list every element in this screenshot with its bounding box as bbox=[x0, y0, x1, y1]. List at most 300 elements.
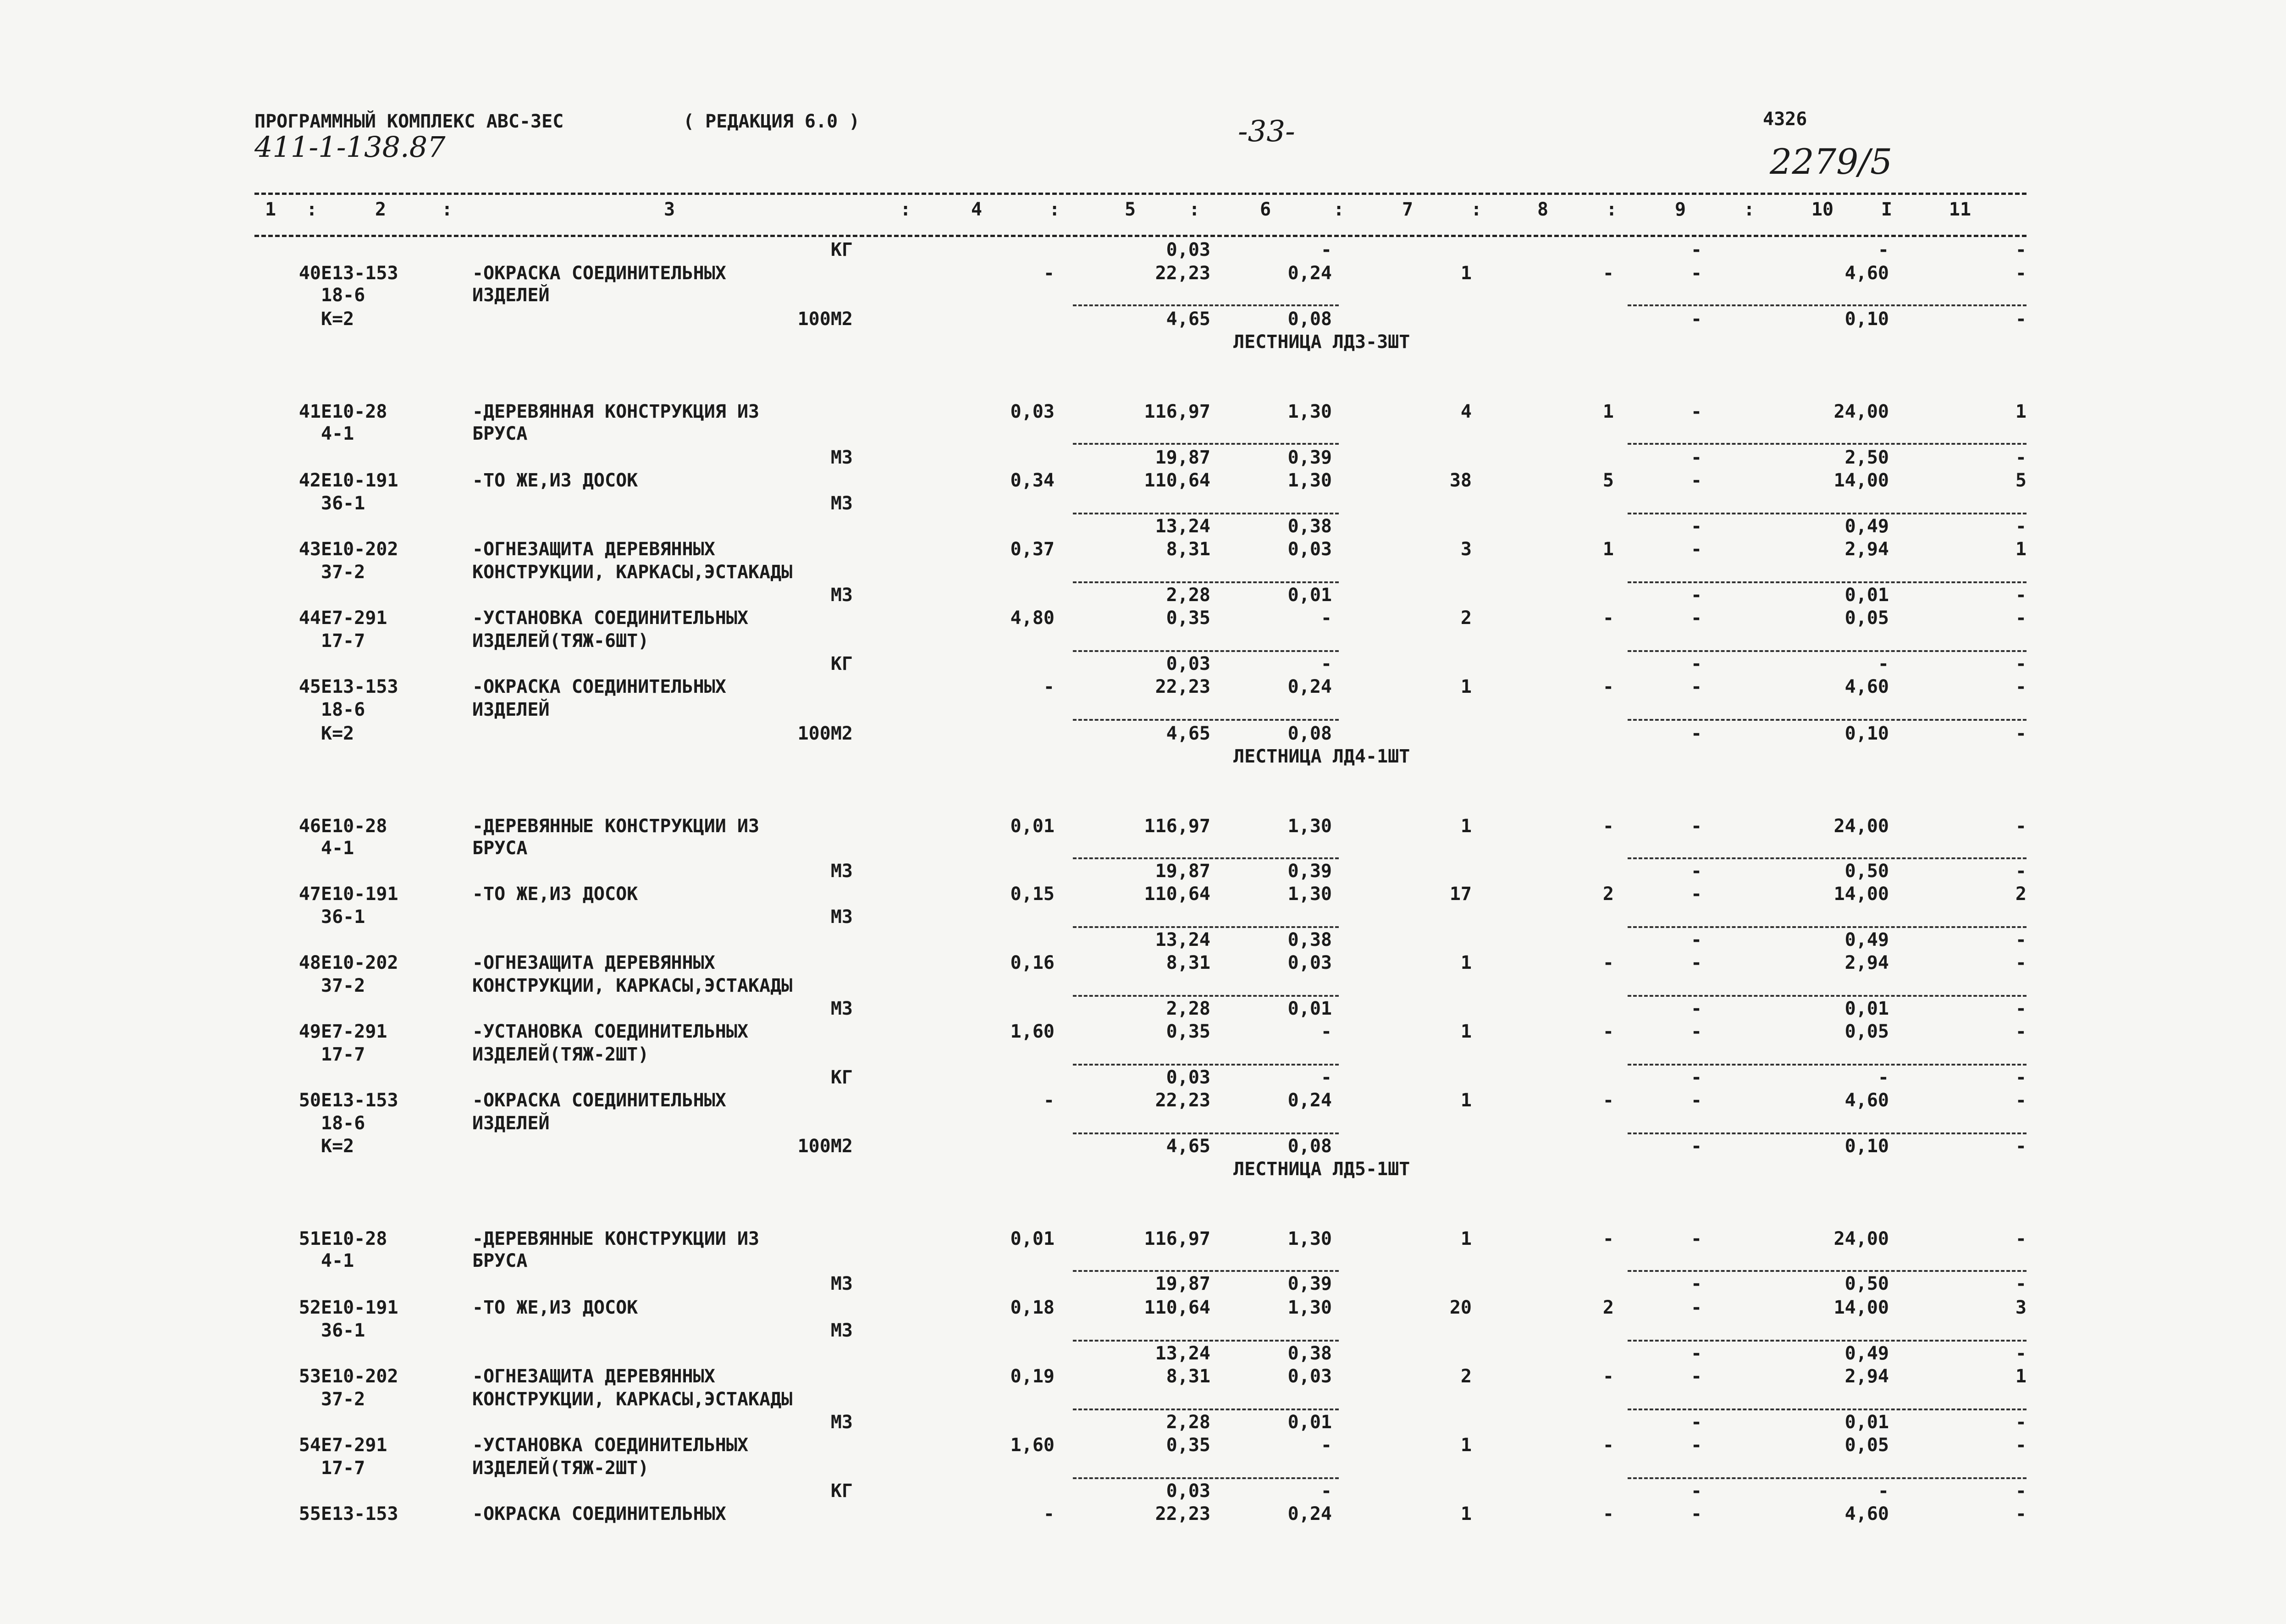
column-header-11: 11 bbox=[1949, 199, 1971, 220]
unit-label: КГ bbox=[830, 239, 853, 260]
norm-code: Е10-191 bbox=[321, 1297, 398, 1318]
col5-cell: 116,97 bbox=[1144, 1228, 1210, 1249]
col8-cell: - bbox=[1602, 1228, 1614, 1249]
unit-label: М3 bbox=[830, 585, 853, 606]
col9-cell: - bbox=[1690, 1297, 1702, 1318]
norm-code: 36-1 bbox=[321, 1320, 365, 1341]
col10-cell: 4,60 bbox=[1844, 1090, 1889, 1111]
page-number: -33- bbox=[1238, 115, 1295, 149]
col6-cell: 0,39 bbox=[1287, 447, 1332, 468]
col5-cell: 22,23 bbox=[1155, 676, 1210, 697]
col5-cell: 13,24 bbox=[1155, 929, 1210, 950]
unit-label: М3 bbox=[830, 493, 853, 514]
work-description: БРУСА bbox=[472, 838, 528, 859]
col7-cell: 1 bbox=[1460, 1503, 1472, 1525]
norm-code: Е10-202 bbox=[321, 539, 398, 560]
col11-cell: - bbox=[2015, 516, 2026, 537]
col10-cell: 24,00 bbox=[1833, 1228, 1889, 1249]
col11-cell: - bbox=[2015, 952, 2026, 973]
col9-cell: - bbox=[1690, 516, 1702, 537]
unit-label: 100М2 bbox=[797, 1136, 853, 1157]
col5-cell: 2,28 bbox=[1166, 1412, 1210, 1433]
col11-cell: - bbox=[2015, 1412, 2026, 1433]
work-description: -ОКРАСКА СОЕДИНИТЕЛЬНЫХ bbox=[472, 1503, 726, 1525]
col6-cell: 0,24 bbox=[1287, 263, 1332, 284]
col8-cell: - bbox=[1602, 1090, 1614, 1111]
col11-cell: - bbox=[2015, 263, 2026, 284]
work-description: -УСТАНОВКА СОЕДИНИТЕЛЬНЫХ bbox=[472, 1435, 749, 1456]
col11-cell: 1 bbox=[2015, 401, 2026, 422]
col10-cell: 0,01 bbox=[1844, 1412, 1889, 1433]
col11-cell: - bbox=[2015, 1067, 2026, 1088]
work-description: КОНСТРУКЦИИ, КАРКАСЫ,ЭСТАКАДЫ bbox=[472, 975, 793, 996]
col7-cell: 1 bbox=[1460, 676, 1472, 697]
column-header-1: 1 bbox=[265, 199, 276, 220]
section-title: ЛЕСТНИЦА ЛД5-1ШТ bbox=[1233, 1159, 1410, 1180]
col8-cell: 1 bbox=[1602, 401, 1614, 422]
work-description: -ТО ЖЕ,ИЗ ДОСОК bbox=[472, 470, 638, 491]
norm-code: Е7-291 bbox=[321, 608, 387, 629]
norm-code: 37-2 bbox=[321, 562, 365, 583]
col9-cell: - bbox=[1690, 263, 1702, 284]
col9-cell: - bbox=[1690, 539, 1702, 560]
col6-cell: 0,08 bbox=[1287, 1136, 1332, 1157]
column-divider: : bbox=[900, 199, 911, 220]
sheet-code: 4326 bbox=[1763, 109, 1807, 130]
work-description: ИЗДЕЛЕЙ(ТЯЖ-2ШТ) bbox=[472, 1044, 649, 1065]
quantity-cell: 0,18 bbox=[1010, 1297, 1055, 1318]
norm-code: Е13-153 bbox=[321, 676, 398, 697]
unit-label: М3 bbox=[830, 906, 853, 928]
col7-cell: 1 bbox=[1460, 1228, 1472, 1249]
unit-label: М3 bbox=[830, 998, 853, 1019]
work-description: -ОГНЕЗАЩИТА ДЕРЕВЯННЫХ bbox=[472, 539, 715, 560]
col9-cell: - bbox=[1690, 653, 1702, 674]
norm-code: 36-1 bbox=[321, 493, 365, 514]
row-number: 47 bbox=[298, 884, 321, 905]
col11-cell: - bbox=[2015, 1090, 2026, 1111]
unit-label: КГ bbox=[830, 1480, 853, 1502]
col5-cell: 110,64 bbox=[1144, 884, 1210, 905]
col6-cell: 1,30 bbox=[1287, 1228, 1332, 1249]
col10-cell: 0,50 bbox=[1844, 1273, 1889, 1294]
col8-cell: 5 bbox=[1602, 470, 1614, 491]
col6-cell: 0,08 bbox=[1287, 723, 1332, 744]
col6-cell: 0,03 bbox=[1287, 952, 1332, 973]
column-header-8: 8 bbox=[1537, 199, 1549, 220]
row-number: 46 bbox=[298, 816, 321, 837]
work-description: БРУСА bbox=[472, 423, 528, 444]
norm-code: 18-6 bbox=[321, 285, 365, 306]
col6-cell: 1,30 bbox=[1287, 401, 1332, 422]
col10-cell: 24,00 bbox=[1833, 401, 1889, 422]
col9-cell: - bbox=[1690, 929, 1702, 950]
col10-cell: 2,94 bbox=[1844, 539, 1889, 560]
norm-code: 4-1 bbox=[321, 838, 354, 859]
col10-cell: 0,05 bbox=[1844, 608, 1889, 629]
col9-cell: - bbox=[1690, 1228, 1702, 1249]
row-number: 50 bbox=[298, 1090, 321, 1111]
column-divider: : bbox=[1470, 199, 1482, 220]
col9-cell: - bbox=[1690, 1067, 1702, 1088]
col8-cell: - bbox=[1602, 1021, 1614, 1042]
row-number: 48 bbox=[298, 952, 321, 973]
col10-cell: 0,01 bbox=[1844, 998, 1889, 1019]
unit-label: 100М2 bbox=[797, 309, 853, 330]
col9-cell: - bbox=[1690, 470, 1702, 491]
column-header-2: 2 bbox=[375, 199, 387, 220]
subtotal-rule bbox=[1073, 1340, 1339, 1342]
work-description: -ОКРАСКА СОЕДИНИТЕЛЬНЫХ bbox=[472, 263, 726, 284]
col5-cell: 0,35 bbox=[1166, 608, 1210, 629]
col8-cell: - bbox=[1602, 1366, 1614, 1387]
col10-cell: 0,49 bbox=[1844, 929, 1889, 950]
subtotal-rule bbox=[1628, 719, 2026, 721]
column-header-3: 3 bbox=[663, 199, 675, 220]
col5-cell: 4,65 bbox=[1166, 309, 1210, 330]
col6-cell: 0,01 bbox=[1287, 585, 1332, 606]
col5-cell: 22,23 bbox=[1155, 1090, 1210, 1111]
unit-label: КГ bbox=[830, 1067, 853, 1088]
col8-cell: - bbox=[1602, 952, 1614, 973]
col11-cell: - bbox=[2015, 676, 2026, 697]
col6-cell: 0,38 bbox=[1287, 516, 1332, 537]
col9-cell: - bbox=[1690, 1136, 1702, 1157]
norm-code: Е10-28 bbox=[321, 816, 387, 837]
col11-cell: - bbox=[2015, 1021, 2026, 1042]
subtotal-rule bbox=[1628, 1340, 2026, 1342]
edition-label: ( РЕДАКЦИЯ 6.0 ) bbox=[683, 111, 860, 132]
quantity-cell: 1,60 bbox=[1010, 1435, 1055, 1456]
col8-cell: - bbox=[1602, 1435, 1614, 1456]
column-header-5: 5 bbox=[1124, 199, 1136, 220]
col7-cell: 1 bbox=[1460, 816, 1472, 837]
subtotal-rule bbox=[1073, 1132, 1339, 1134]
subtotal-rule bbox=[1628, 1477, 2026, 1479]
column-divider: : bbox=[1333, 199, 1345, 220]
col5-cell: 0,03 bbox=[1166, 239, 1210, 260]
col8-cell: 2 bbox=[1602, 884, 1614, 905]
col6-cell: 0,38 bbox=[1287, 1343, 1332, 1364]
handwritten-code: 2279/5 bbox=[1770, 141, 1893, 182]
col7-cell: 1 bbox=[1460, 952, 1472, 973]
col5-cell: 13,24 bbox=[1155, 516, 1210, 537]
col11-cell: 5 bbox=[2015, 470, 2026, 491]
subtotal-rule bbox=[1073, 304, 1339, 306]
col5-cell: 19,87 bbox=[1155, 861, 1210, 882]
col10-cell: - bbox=[1877, 1480, 1889, 1502]
header-rule-top bbox=[254, 193, 2026, 195]
col11-cell: - bbox=[2015, 1343, 2026, 1364]
col10-cell: 2,94 bbox=[1844, 1366, 1889, 1387]
work-description: -ОКРАСКА СОЕДИНИТЕЛЬНЫХ bbox=[472, 676, 726, 697]
norm-code: 37-2 bbox=[321, 1389, 365, 1410]
work-description: -ДЕРЕВЯННАЯ КОНСТРУКЦИЯ ИЗ bbox=[472, 401, 760, 422]
norm-code: Е10-191 bbox=[321, 884, 398, 905]
norm-code: К=2 bbox=[321, 309, 354, 330]
col8-cell: - bbox=[1602, 608, 1614, 629]
col9-cell: - bbox=[1690, 608, 1702, 629]
work-description: БРУСА bbox=[472, 1250, 528, 1271]
col10-cell: 14,00 bbox=[1833, 884, 1889, 905]
col10-cell: 0,10 bbox=[1844, 723, 1889, 744]
norm-code: Е7-291 bbox=[321, 1021, 387, 1042]
norm-code: Е10-28 bbox=[321, 1228, 387, 1249]
col8-cell: 1 bbox=[1602, 539, 1614, 560]
quantity-cell: 0,37 bbox=[1010, 539, 1055, 560]
col11-cell: - bbox=[2015, 1273, 2026, 1294]
col6-cell: - bbox=[1320, 653, 1332, 674]
col10-cell: 14,00 bbox=[1833, 470, 1889, 491]
col6-cell: 1,30 bbox=[1287, 816, 1332, 837]
quantity-cell: - bbox=[1043, 676, 1055, 697]
norm-code: Е13-153 bbox=[321, 263, 398, 284]
col5-cell: 2,28 bbox=[1166, 585, 1210, 606]
col11-cell: - bbox=[2015, 585, 2026, 606]
col5-cell: 0,03 bbox=[1166, 1067, 1210, 1088]
column-header-9: 9 bbox=[1674, 199, 1686, 220]
quantity-cell: - bbox=[1043, 263, 1055, 284]
col5-cell: 0,03 bbox=[1166, 1480, 1210, 1502]
quantity-cell: 1,60 bbox=[1010, 1021, 1055, 1042]
row-number: 51 bbox=[298, 1228, 321, 1249]
col6-cell: 0,08 bbox=[1287, 309, 1332, 330]
row-number: 40 bbox=[298, 263, 321, 284]
work-description: ИЗДЕЛЕЙ(ТЯЖ-2ШТ) bbox=[472, 1458, 649, 1479]
subtotal-rule bbox=[1073, 1409, 1339, 1410]
col10-cell: 24,00 bbox=[1833, 816, 1889, 837]
col11-cell: - bbox=[2015, 929, 2026, 950]
col6-cell: 1,30 bbox=[1287, 884, 1332, 905]
column-divider: : bbox=[1743, 199, 1755, 220]
col6-cell: 0,38 bbox=[1287, 929, 1332, 950]
col11-cell: - bbox=[2015, 447, 2026, 468]
col10-cell: 0,01 bbox=[1844, 585, 1889, 606]
work-description: ИЗДЕЛЕЙ bbox=[472, 285, 550, 306]
col10-cell: 2,94 bbox=[1844, 952, 1889, 973]
work-description: ИЗДЕЛЕЙ bbox=[472, 699, 550, 720]
quantity-cell: 0,01 bbox=[1010, 1228, 1055, 1249]
column-divider: I bbox=[1881, 199, 1893, 220]
quantity-cell: 0,19 bbox=[1010, 1366, 1055, 1387]
col9-cell: - bbox=[1690, 676, 1702, 697]
col9-cell: - bbox=[1690, 1366, 1702, 1387]
col5-cell: 0,35 bbox=[1166, 1435, 1210, 1456]
col6-cell: 0,01 bbox=[1287, 998, 1332, 1019]
section-title: ЛЕСТНИЦА ЛД3-3ШТ bbox=[1233, 331, 1410, 353]
section-title: ЛЕСТНИЦА ЛД4-1ШТ bbox=[1233, 746, 1410, 767]
col5-cell: 8,31 bbox=[1166, 952, 1210, 973]
subtotal-rule bbox=[1628, 1270, 2026, 1272]
col7-cell: 1 bbox=[1460, 263, 1472, 284]
col5-cell: 2,28 bbox=[1166, 998, 1210, 1019]
col10-cell: 14,00 bbox=[1833, 1297, 1889, 1318]
col6-cell: - bbox=[1320, 1067, 1332, 1088]
col11-cell: 2 bbox=[2015, 884, 2026, 905]
subtotal-rule bbox=[1628, 513, 2026, 514]
subtotal-rule bbox=[1628, 1064, 2026, 1066]
col8-cell: - bbox=[1602, 263, 1614, 284]
col8-cell: - bbox=[1602, 676, 1614, 697]
col5-cell: 19,87 bbox=[1155, 1273, 1210, 1294]
project-number: 411-1-138.87 bbox=[254, 130, 446, 164]
col10-cell: - bbox=[1877, 653, 1889, 674]
column-divider: : bbox=[306, 199, 318, 220]
col9-cell: - bbox=[1690, 723, 1702, 744]
norm-code: 4-1 bbox=[321, 1250, 354, 1271]
col7-cell: 17 bbox=[1449, 884, 1472, 905]
col10-cell: 0,10 bbox=[1844, 1136, 1889, 1157]
col8-cell: - bbox=[1602, 816, 1614, 837]
subtotal-rule bbox=[1628, 650, 2026, 652]
col11-cell: - bbox=[2015, 1480, 2026, 1502]
col10-cell: 0,49 bbox=[1844, 1343, 1889, 1364]
col5-cell: 0,03 bbox=[1166, 653, 1210, 674]
norm-code: Е10-202 bbox=[321, 952, 398, 973]
quantity-cell: - bbox=[1043, 1090, 1055, 1111]
work-description: КОНСТРУКЦИИ, КАРКАСЫ,ЭСТАКАДЫ bbox=[472, 562, 793, 583]
row-number: 42 bbox=[298, 470, 321, 491]
quantity-cell: 0,16 bbox=[1010, 952, 1055, 973]
col7-cell: 4 bbox=[1460, 401, 1472, 422]
column-header-10: 10 bbox=[1811, 199, 1834, 220]
norm-code: 17-7 bbox=[321, 1458, 365, 1479]
col9-cell: - bbox=[1690, 585, 1702, 606]
col6-cell: 1,30 bbox=[1287, 1297, 1332, 1318]
col11-cell: 1 bbox=[2015, 1366, 2026, 1387]
col6-cell: - bbox=[1320, 608, 1332, 629]
col8-cell: 2 bbox=[1602, 1297, 1614, 1318]
quantity-cell: - bbox=[1043, 1503, 1055, 1525]
column-header-7: 7 bbox=[1402, 199, 1414, 220]
subtotal-rule bbox=[1073, 650, 1339, 652]
col6-cell: - bbox=[1320, 1435, 1332, 1456]
col7-cell: 3 bbox=[1460, 539, 1472, 560]
work-description: -ОКРАСКА СОЕДИНИТЕЛЬНЫХ bbox=[472, 1090, 726, 1111]
work-description: ИЗДЕЛЕЙ bbox=[472, 1113, 550, 1134]
work-description: -ОГНЕЗАЩИТА ДЕРЕВЯННЫХ bbox=[472, 1366, 715, 1387]
work-description: -ТО ЖЕ,ИЗ ДОСОК bbox=[472, 884, 638, 905]
col11-cell: - bbox=[2015, 1228, 2026, 1249]
work-description: -УСТАНОВКА СОЕДИНИТЕЛЬНЫХ bbox=[472, 608, 749, 629]
col11-cell: - bbox=[2015, 608, 2026, 629]
col9-cell: - bbox=[1690, 884, 1702, 905]
norm-code: 17-7 bbox=[321, 1044, 365, 1065]
col6-cell: - bbox=[1320, 1021, 1332, 1042]
col9-cell: - bbox=[1690, 1435, 1702, 1456]
col6-cell: - bbox=[1320, 239, 1332, 260]
col10-cell: - bbox=[1877, 1067, 1889, 1088]
column-divider: : bbox=[1606, 199, 1618, 220]
subtotal-rule bbox=[1073, 926, 1339, 928]
work-description: ИЗДЕЛЕЙ(ТЯЖ-6ШТ) bbox=[472, 630, 649, 652]
subtotal-rule bbox=[1628, 1409, 2026, 1410]
col7-cell: 2 bbox=[1460, 608, 1472, 629]
subtotal-rule bbox=[1628, 995, 2026, 997]
subtotal-rule bbox=[1073, 857, 1339, 859]
col9-cell: - bbox=[1690, 447, 1702, 468]
col9-cell: - bbox=[1690, 1021, 1702, 1042]
row-number: 54 bbox=[298, 1435, 321, 1456]
col6-cell: 0,24 bbox=[1287, 676, 1332, 697]
subtotal-rule bbox=[1628, 926, 2026, 928]
column-divider: : bbox=[441, 199, 453, 220]
col6-cell: 0,39 bbox=[1287, 1273, 1332, 1294]
col6-cell: 0,03 bbox=[1287, 1366, 1332, 1387]
subtotal-rule bbox=[1073, 1270, 1339, 1272]
col9-cell: - bbox=[1690, 952, 1702, 973]
col11-cell: - bbox=[2015, 653, 2026, 674]
row-number: 49 bbox=[298, 1021, 321, 1042]
col5-cell: 116,97 bbox=[1144, 816, 1210, 837]
subtotal-rule bbox=[1628, 857, 2026, 859]
col11-cell: - bbox=[2015, 309, 2026, 330]
col10-cell: 0,05 bbox=[1844, 1435, 1889, 1456]
column-divider: : bbox=[1049, 199, 1060, 220]
col9-cell: - bbox=[1690, 1090, 1702, 1111]
col6-cell: 0,24 bbox=[1287, 1090, 1332, 1111]
norm-code: К=2 bbox=[321, 723, 354, 744]
col5-cell: 19,87 bbox=[1155, 447, 1210, 468]
norm-code: Е10-28 bbox=[321, 401, 387, 422]
col10-cell: 0,05 bbox=[1844, 1021, 1889, 1042]
subtotal-rule bbox=[1073, 581, 1339, 583]
col9-cell: - bbox=[1690, 239, 1702, 260]
col5-cell: 0,35 bbox=[1166, 1021, 1210, 1042]
col9-cell: - bbox=[1690, 1273, 1702, 1294]
subtotal-rule bbox=[1073, 995, 1339, 997]
col8-cell: - bbox=[1602, 1503, 1614, 1525]
col5-cell: 110,64 bbox=[1144, 1297, 1210, 1318]
col6-cell: 0,24 bbox=[1287, 1503, 1332, 1525]
col11-cell: - bbox=[2015, 1136, 2026, 1157]
row-number: 53 bbox=[298, 1366, 321, 1387]
col6-cell: - bbox=[1320, 1480, 1332, 1502]
col7-cell: 20 bbox=[1449, 1297, 1472, 1318]
col7-cell: 1 bbox=[1460, 1435, 1472, 1456]
unit-label: М3 bbox=[830, 1273, 853, 1294]
unit-label: М3 bbox=[830, 861, 853, 882]
work-description: -ДЕРЕВЯННЫЕ КОНСТРУКЦИИ ИЗ bbox=[472, 1228, 760, 1249]
col9-cell: - bbox=[1690, 998, 1702, 1019]
row-number: 43 bbox=[298, 539, 321, 560]
col11-cell: - bbox=[2015, 239, 2026, 260]
col5-cell: 22,23 bbox=[1155, 263, 1210, 284]
norm-code: 18-6 bbox=[321, 1113, 365, 1134]
col11-cell: - bbox=[2015, 1435, 2026, 1456]
norm-code: К=2 bbox=[321, 1136, 354, 1157]
unit-label: М3 bbox=[830, 1320, 853, 1341]
col6-cell: 0,03 bbox=[1287, 539, 1332, 560]
subtotal-rule bbox=[1628, 581, 2026, 583]
row-number: 52 bbox=[298, 1297, 321, 1318]
subtotal-rule bbox=[1073, 513, 1339, 514]
norm-code: 4-1 bbox=[321, 423, 354, 444]
col5-cell: 110,64 bbox=[1144, 470, 1210, 491]
unit-label: КГ bbox=[830, 653, 853, 674]
norm-code: Е7-291 bbox=[321, 1435, 387, 1456]
col11-cell: - bbox=[2015, 816, 2026, 837]
quantity-cell: 0,03 bbox=[1010, 401, 1055, 422]
col11-cell: - bbox=[2015, 861, 2026, 882]
work-description: КОНСТРУКЦИИ, КАРКАСЫ,ЭСТАКАДЫ bbox=[472, 1389, 793, 1410]
norm-code: Е10-191 bbox=[321, 470, 398, 491]
col6-cell: 1,30 bbox=[1287, 470, 1332, 491]
subtotal-rule bbox=[1073, 1477, 1339, 1479]
unit-label: М3 bbox=[830, 1412, 853, 1433]
row-number: 44 bbox=[298, 608, 321, 629]
col11-cell: - bbox=[2015, 1503, 2026, 1525]
